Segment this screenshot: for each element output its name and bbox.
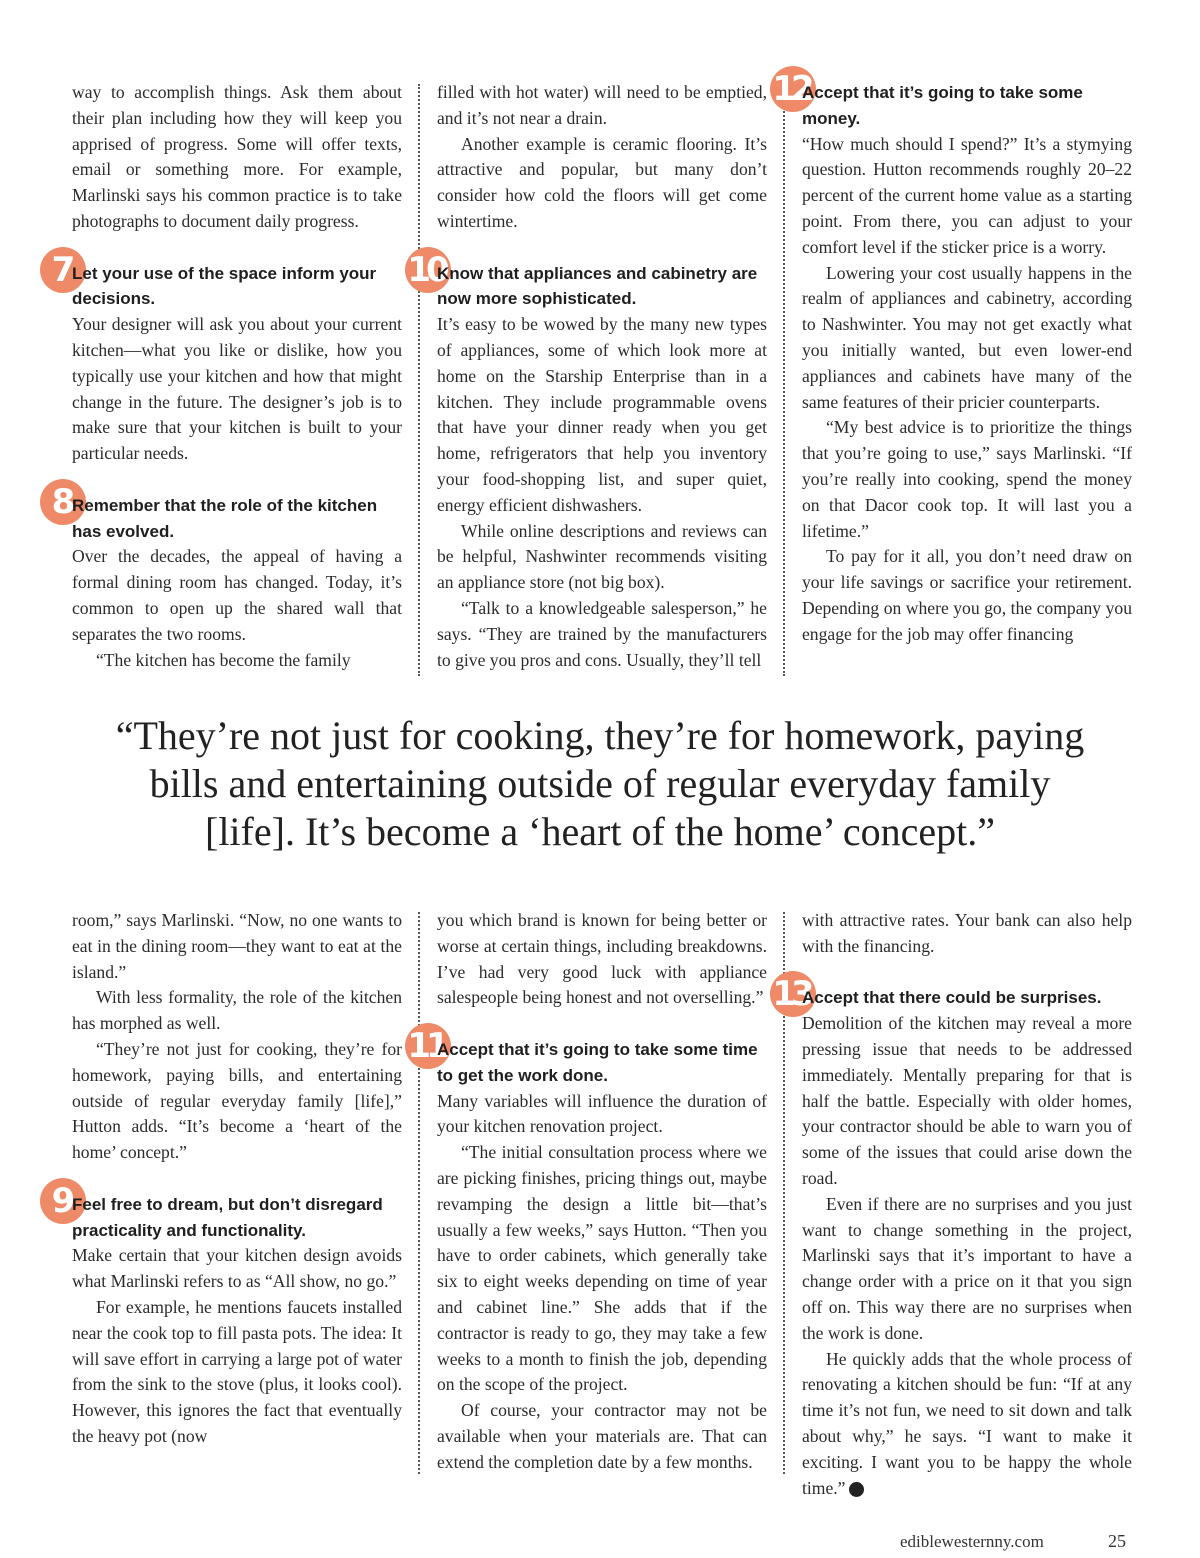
tip-number-badge: 11 bbox=[405, 1023, 451, 1069]
paragraph: “Talk to a knowledgeable salesperson,” he says. “They are trained by the manufacturers to give you pros and cons. Usually, they’ll tell bbox=[437, 597, 767, 670]
paragraph: To pay for it all, you don’t need draw on your life savings or sacrifice your retirement. Depending on where you go, the company you engage for the job may offer financing bbox=[802, 546, 1132, 644]
paragraph: room,” says Marlinski. “Now, no one wants to eat in the dining room—they want to eat at the island.” bbox=[72, 910, 402, 982]
tip-number-badge: 10 bbox=[405, 247, 451, 293]
tip-12-heading bbox=[772, 69, 1132, 132]
tip-title: Remember that the role of the kitchen has evolved. bbox=[72, 495, 378, 541]
tip-title: Accept that it’s going to take some time to get the work done. bbox=[437, 1039, 758, 1085]
paragraph: Another example is ceramic flooring. It’s attractive and popular, but many don’t consider how cold the floors will get come wintertime. bbox=[437, 133, 767, 231]
paragraph: Even if there are no surprises and you just want to change something in the project, Marlinski says that it’s important to have a change order with a price on it that you sign off on. This way there are no surprises when the work is done. bbox=[802, 1193, 1132, 1343]
paragraph: “The initial consultation process where we are picking finishes, pricing things out, maybe revamping the design a little bit—that’s usually a few weeks,” says Hutton. “Then you have to order cabinets, which generally take six to eight weeks depending on time of year and cabinet line.” She adds that if the contractor is ready to go, they may take a few weeks to a month to finish the job, depending on the scope of the project. bbox=[437, 1142, 767, 1395]
tip-number-badge: 13 bbox=[770, 971, 816, 1017]
tip-number-badge: 8 bbox=[40, 479, 86, 525]
paragraph: With less formality, the role of the kitchen has morphed as well. bbox=[72, 987, 402, 1034]
tip-title: Feel free to dream, but don’t disregard practicality and functionality. bbox=[72, 1194, 383, 1240]
paragraph: “The kitchen has become the family bbox=[96, 649, 351, 670]
tip-number-badge: 12 bbox=[770, 66, 816, 112]
tip-13-heading bbox=[772, 974, 1132, 1015]
paragraph: “How much should I spend?” It’s a stymying question. Hutton recommends roughly 20–22 percent of the current home value as a starting point. From there, you can adjust to your comfort level if the sticker price is a worry. bbox=[802, 133, 1132, 257]
paragraph: Make certain that your kitchen design avoids what Marlinski refers to as “All show, no go.” bbox=[72, 1245, 402, 1292]
paragraph: While online descriptions and reviews can be helpful, Nashwinter recommends visiting an appliance store (not big box). bbox=[437, 520, 767, 593]
top-column-1 bbox=[51, 80, 402, 673]
edible-end-mark-icon: e bbox=[849, 1482, 864, 1497]
top-column-2 bbox=[407, 80, 767, 673]
pull-quote: “They’re not just for cooking, they’re for homework, paying bills and entertaining outside of regular everyday family [life]. It’s become a ‘heart of the home’ concept.” bbox=[115, 713, 1085, 854]
top-column-3 bbox=[772, 69, 1132, 648]
paragraph: way to accomplish things. Ask them about their plan including how they will keep you apprised of progress. Some will offer texts, email or something more. For example, Marlinski says his common practice is to take photographs to document daily progress. bbox=[72, 82, 402, 231]
footer-website: ediblewesternny.com bbox=[900, 1532, 1044, 1551]
tip-title: Accept that it’s going to take some money. bbox=[802, 83, 1083, 128]
paragraph: Over the decades, the appeal of having a formal dining room has changed. Today, it’s common to open up the shared wall that separates the two rooms. bbox=[72, 546, 402, 644]
paragraph: you which brand is known for being better or worse at certain things, including breakdowns. I’ve had very good luck with appliance salespeople being honest and not overselling.” bbox=[437, 910, 767, 1008]
tip-10-heading bbox=[407, 249, 767, 313]
tip-title: Let your use of the space inform your decisions. bbox=[72, 263, 377, 309]
paragraph: Demolition of the kitchen may reveal a more pressing issue that needs to be addressed immediately. Mentally preparing for that is half the battle. Especially with older homes, your contractor should be able to warn you of some of the issues that could arise down the road. bbox=[802, 1013, 1132, 1188]
tip-8-heading bbox=[51, 481, 402, 545]
tip-9-heading bbox=[51, 1180, 402, 1244]
tip-11-heading bbox=[407, 1025, 767, 1089]
paragraph: “They’re not just for cooking, they’re for homework, paying bills, and entertaining outside of regular everyday family [life],” Hutton adds. “It’s become a ‘heart of the home’ concept.” bbox=[72, 1038, 402, 1163]
tip-number-badge: 7 bbox=[40, 247, 86, 293]
tip-title: Know that appliances and cabinetry are now more sophisticated. bbox=[437, 263, 758, 309]
column-divider bbox=[418, 912, 420, 1474]
paragraph: Your designer will ask you about your current kitchen—what you like or dislike, how you typically use your kitchen and how that might change in the future. The designer’s job is to make sure that your kitchen is built to your particular needs. bbox=[72, 314, 402, 464]
paragraph bbox=[802, 1347, 1132, 1502]
paragraph: Many variables will influence the duration of your kitchen renovation project. bbox=[437, 1090, 767, 1137]
paragraph: “My best advice is to prioritize the things that you’re going to use,” says Marlinski. “If you’re really into cooking, spend the money on that Dacor cook top. It will last you a lifetime.” bbox=[802, 417, 1132, 541]
bottom-column-1 bbox=[51, 908, 402, 1450]
paragraph-text: He quickly adds that the whole process of renovating a kitchen should be fun: “If at any time it’s not fun, we need to sit down and talk about why,” he says. “I want to make it exciting. I want you to be happy the whole time.” bbox=[802, 1348, 1132, 1498]
paragraph: with attractive rates. Your bank can also help with the financing. bbox=[802, 910, 1132, 956]
paragraph: Lowering your cost usually happens in the realm of appliances and cabinetry, according to Nashwinter. You may not get exactly what you initially wanted, but even lower-end appliances and cabinets have many of the same features of their pricier counterparts. bbox=[802, 262, 1132, 412]
tip-title: Accept that there could be surprises. bbox=[802, 988, 1102, 1008]
paragraph: For example, he mentions faucets installed near the cook top to fill pasta pots. The idea: It will save effort in carrying a large pot of water from the sink to the stove (plus, it looks cool). However, this ignores the fact that eventually the heavy pot (now bbox=[72, 1296, 402, 1446]
tip-number-badge: 9 bbox=[40, 1178, 86, 1224]
paragraph: Of course, your contractor may not be available when your materials are. That can extend the completion date by a few months. bbox=[437, 1400, 767, 1472]
tip-7-heading bbox=[51, 249, 402, 313]
page-number: 25 bbox=[1108, 1531, 1126, 1551]
paragraph: filled with hot water) will need to be emptied, and it’s not near a drain. bbox=[437, 82, 767, 128]
bottom-column-3 bbox=[772, 908, 1132, 1501]
bottom-column-2 bbox=[407, 908, 767, 1476]
paragraph: It’s easy to be wowed by the many new types of appliances, some of which look more at home on the Starship Enterprise than in a kitchen. They include programmable ovens that have your dinner ready when you get home, refrigerators that help you inventory your food-shopping list, and super quiet, energy efficient dishwashers. bbox=[437, 314, 767, 515]
column-divider bbox=[783, 84, 785, 676]
column-divider bbox=[418, 84, 420, 676]
